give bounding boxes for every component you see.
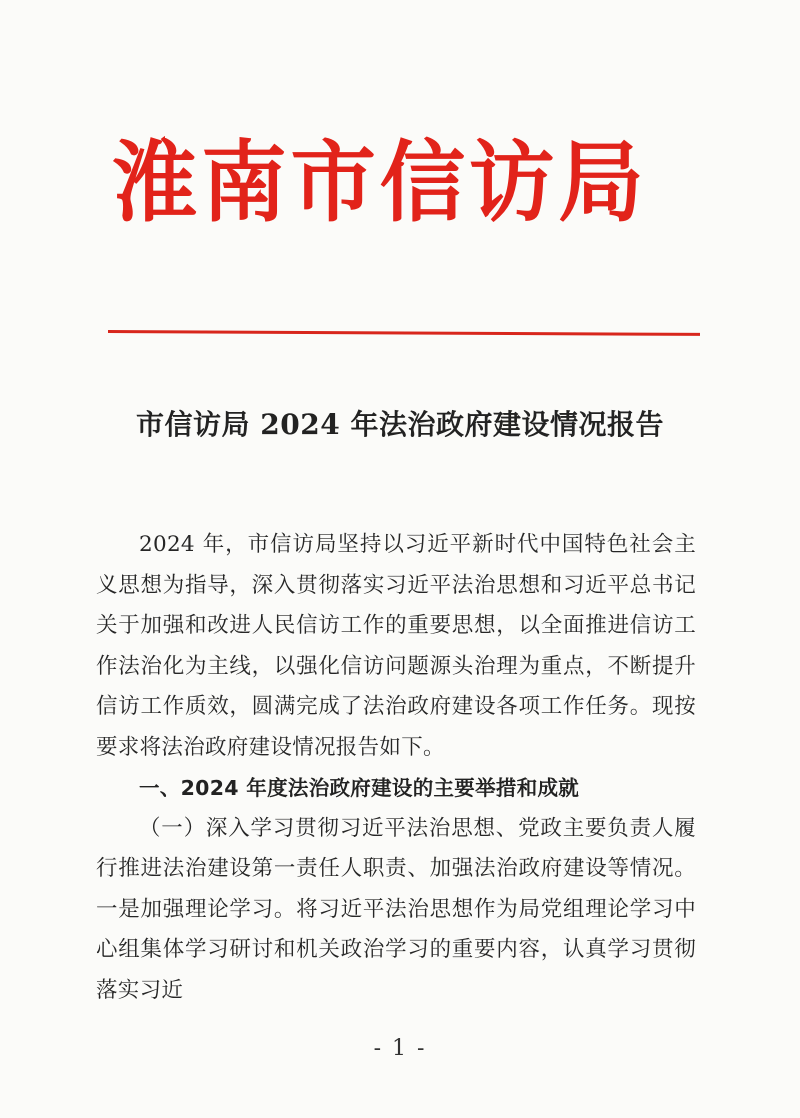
section-heading-1: 一、2024 年度法治政府建设的主要举措和成就 xyxy=(139,776,580,800)
document-title: 市信访局 2024 年法治政府建设情况报告 xyxy=(136,408,664,441)
paragraph-subsection-1: （一）深入学习贯彻习近平法治思想、党政主要负责人履行推进法治建设第一责任人职责、加强法治政府建设等情况。一是加强理论学习。将习近平法治思想作为局党组理论学习中心组集体学习研讨和机关政治学习的重要内容，认真学习贯彻落实习近 xyxy=(96,815,696,1003)
document-body xyxy=(96,525,696,1011)
letterhead-red-rule xyxy=(108,330,700,336)
page-number: - 1 - xyxy=(373,1036,427,1061)
letterhead-title: 淮南市信访局 xyxy=(112,131,648,234)
paragraph-intro: 2024 年，市信访局坚持以习近平新时代中国特色社会主义思想为指导，深入贯彻落实习近平法治思想和习近平总书记关于加强和改进人民信访工作的重要思想，以全面推进信访工作法治化为主线，以强化信访问题源头治理为重点，不断提升信访工作质效，圆满完成了法治政府建设各项工作任务。现按要求将法治政府建设情况报告如下。 xyxy=(96,532,696,760)
